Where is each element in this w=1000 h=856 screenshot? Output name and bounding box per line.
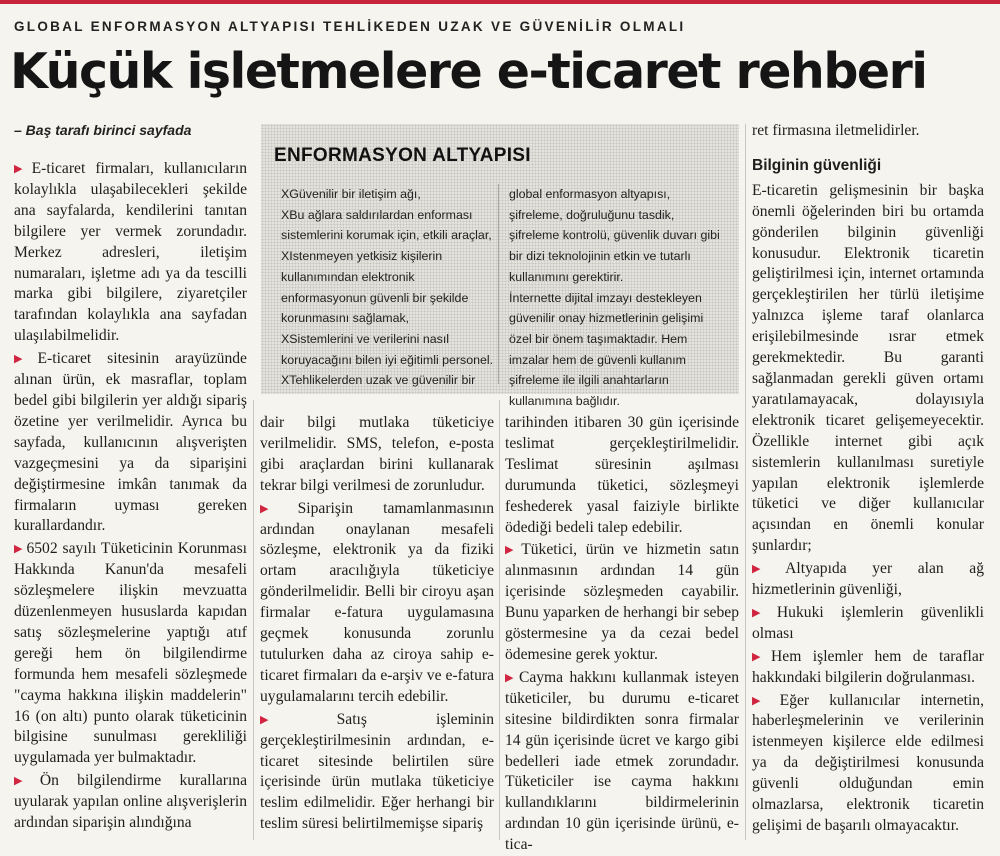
paragraph-text: Cayma hakkını kullanmak isteyen tüketiciler, bu durumu e-ticaret sitesine bildirdikten sonra firmalar 14 gün içerisinde ücret ve kargo gibi bedelleri iade etmek zorundadır. Tüketiciler ise cayma hakkını kullandıklarını bildirmelerinin ardından 10 gün içerisinde ürünü, e-tica- bbox=[505, 668, 739, 854]
info-box-item: global enformasyon altyapısı, şifreleme, doğruluğunu tasdik, şifreleme kontrolü, güvenlik duvarı gibi bir dizi teknolojinin etkin ve tutarlı kullanımını gerektirir. bbox=[509, 187, 720, 284]
paragraph-text: Siparişin tamamlanmasının ardından onaylanan mesafeli sözleşme, elektronik ya da fiziki ortam aracılığıyla tüketiciye gönderilmelidir. Belli bir ciroyu aşan firmalar e-fatura uygulamasına geçmek konusunda zorunlu tutulurken daha az ciroya sahip e-ticaret firmaları da e-arşiv ve e-fatura uygulamalarını tercih edebilir. bbox=[260, 499, 494, 705]
triangle-marker-icon: ▶ bbox=[752, 650, 769, 663]
kicker: GLOBAL ENFORMASYON ALTYAPISI TEHLİKEDEN UZAK VE GÜVENİLİR OLMALI bbox=[14, 19, 686, 34]
paragraph bbox=[14, 159, 247, 347]
list-item bbox=[752, 647, 984, 689]
triangle-marker-icon: ▶ bbox=[260, 713, 334, 726]
paragraph-text: Satış işleminin gerçekleştirilmesinin ardından, e-ticaret sitesinde belirtilen süre içerisinde ürün mutlaka tüketiciye teslim edilmelidir. Eğer herhangi bir teslim süresi belirtilmemişse sipariş bbox=[260, 710, 494, 833]
triangle-marker-icon: ▶ bbox=[14, 775, 37, 788]
paragraph-text: 6502 sayılı Tüketicinin Korunması Hakkında Kanun'da mesafeli sözleşmelere ilişkin mevzuatta düzenlenmeyen hususlarda kapıdan satış sözleşmelerine yaptığı atıf gereği hem ön bilgilendirme formunda hem mesafeli sözleşmede "cayma hakkına ilişkin maddelerin" 16 (on altı) punto olarak tüketicinin bilgisine sunulması gerekliliği uygulamada yer bulmaktadır. bbox=[14, 540, 247, 767]
paragraph bbox=[260, 710, 494, 835]
paragraph-text: E-ticaret firmaları, kullanıcıların kolaylıkla ulaşabilecekleri şekilde ana sayfalarda, kendilerini tanıtan bilgilere yer vermek zorundadır. Merkez adresleri, iletişim numaraları, işletme adı ya da tescilli marka gibi bilgilere, ziyaretçiler tarafından kolaylıkla ana sayfadan ulaşılabilmelidir. bbox=[14, 160, 247, 345]
triangle-marker-icon: ▶ bbox=[14, 163, 29, 175]
list-item bbox=[752, 691, 984, 837]
list-item-text: Hem işlemler hem de taraflar hakkındaki bilgilerin doğrulanması. bbox=[752, 647, 984, 686]
list-item-text: Hukuki işlemlerin güvenlikli olması bbox=[752, 603, 984, 642]
paragraph-text: Tüketici, ürün ve hizmetin satın alınmasının ardından 14 gün içerisinde sözleşmeden cayabilir. Bunu yaparken de herhangi bir sebep göstermesine ya da cezai bedel ödemesine gerek yoktur. bbox=[505, 541, 739, 663]
triangle-marker-icon: ▶ bbox=[14, 353, 35, 366]
paragraph: dair bilgi mutlaka tüketiciye verilmelidir. SMS, telefon, e-posta gibi araçlardan birini kullanarak tekrar bilgi verilmesi de zorunludur. bbox=[260, 414, 494, 494]
info-box-title: ENFORMASYON ALTYAPISI bbox=[274, 145, 531, 166]
paragraph bbox=[505, 668, 739, 856]
triangle-marker-icon: ▶ bbox=[505, 671, 516, 684]
article-column-1 bbox=[14, 159, 247, 834]
article-column-4 bbox=[752, 121, 984, 837]
article-column-2 bbox=[260, 413, 494, 835]
info-box bbox=[261, 124, 739, 409]
paragraph-text: E-ticaret sitesinin arayüzünde alınan ürün, ek masraflar, toplam bedel gibi bilgilerin yer aldığı sipariş özetine yer verilmelidir. Ayrıca bu sayfada, kullanıcının alışverişten vazgeçmesini ya da siparişini değiştirmesine imkân tanımak da firmaların uyması gereken kurallardandır. bbox=[14, 350, 247, 535]
triangle-marker-icon: ▶ bbox=[260, 502, 295, 515]
list-item-text: Eğer kullanıcılar internetin, haberleşmelerinin ve verilerinin istenmeyen kişilerce elde edilmesi ya da değiştirilmesi konusunda güvenli olduğundan emin olmazlarsa, elektronik ticaretin gelişimi de başarılı olmayacaktır. bbox=[752, 691, 984, 834]
triangle-marker-icon: ▶ bbox=[752, 563, 783, 576]
column-rule bbox=[253, 400, 254, 840]
top-accent-rule bbox=[0, 0, 1000, 4]
info-box-item: XGüvenilir bir iletişim ağı, bbox=[281, 187, 421, 201]
triangle-marker-icon: ▶ bbox=[14, 543, 24, 556]
byline: – Baş tarafı birinci sayfada bbox=[14, 122, 192, 138]
paragraph: tarihinden itibaren 30 gün içerisinde teslimat gerçekleştirilmelidir. Teslimat süresinin aşılması durumunda tüketici, sözleşmeyi feshederek yasal faiziyle birlikte ödediği bedeli talep edebilir. bbox=[505, 414, 739, 536]
article-column-3 bbox=[505, 413, 739, 856]
triangle-marker-icon: ▶ bbox=[752, 606, 774, 619]
info-box-column-left bbox=[281, 184, 496, 391]
paragraph: ret firmasına iletmelidirler. bbox=[752, 122, 920, 139]
info-box-item: XSistemlerini ve verilerini nasıl koruyacağını bilen iyi eğitimli personel. bbox=[281, 331, 494, 367]
info-box-item: XBu ağlara saldırılardan enforması sistemlerini korumak için, etkili araçlar, bbox=[281, 207, 492, 243]
column-rule bbox=[745, 124, 746, 840]
info-box-column-right bbox=[509, 184, 724, 412]
paragraph: E-ticaretin gelişmesinin bir başka önemli öğelerinden biri bu ortamda gönderilen bilginin güvenliği konusudur. Elektronik ticaretin geliştirilmesi için, internet ortamında gerçekleştirilen her türlü iletişime yalnızca işleme taraf olanlarca erişilebilmesinde ısrar etmek gerekmektedir. Bu garanti sağlanmadan gerekli güven ortamı yaratılamayacak, dolayısıyla elektronik ticaret gelişemeyecektir. Özellikle internet gibi açık sistemlerin kullanılması suretiyle yapılan elektronik işlemlerde tüketici ve diğer kullanıcılar açısından en önemli konular şunlardır; bbox=[752, 181, 984, 555]
info-box-item: XTehlikelerden uzak ve güvenilir bir bbox=[281, 373, 476, 388]
headline: Küçük işletmelere e-ticaret rehberi bbox=[10, 43, 927, 100]
paragraph-text: Ön bilgilendirme kurallarına uyularak yapılan online alışverişlerin ardından siparişin alındığına bbox=[14, 772, 247, 832]
paragraph bbox=[14, 539, 247, 769]
list-item bbox=[752, 603, 984, 645]
paragraph bbox=[505, 540, 739, 665]
triangle-marker-icon: ▶ bbox=[505, 544, 519, 557]
info-box-divider bbox=[498, 184, 499, 384]
column-rule bbox=[499, 400, 500, 840]
paragraph bbox=[14, 771, 247, 834]
paragraph bbox=[260, 499, 494, 708]
info-box-item: İnternette dijital imzayı destekleyen güvenilir onay hizmetlerinin gelişimi özel bir önem taşımaktadır. Hem imzalar hem de güvenli kullanım şifreleme ile ilgili anahtarların kullanımına bağlıdır. bbox=[509, 290, 704, 409]
triangle-marker-icon: ▶ bbox=[752, 694, 777, 707]
info-box-item: XIstenmeyen yetkisiz kişilerin kullanımından elektronik enformasyonun güvenli bir şekilde korunmasını sağlamak, bbox=[281, 249, 469, 326]
paragraph bbox=[14, 349, 247, 537]
list-item bbox=[752, 559, 984, 601]
list-item-text: Altyapıda yer alan ağ hizmetlerinin güvenliği, bbox=[752, 560, 984, 599]
section-subhead: Bilginin güvenliği bbox=[752, 156, 882, 174]
